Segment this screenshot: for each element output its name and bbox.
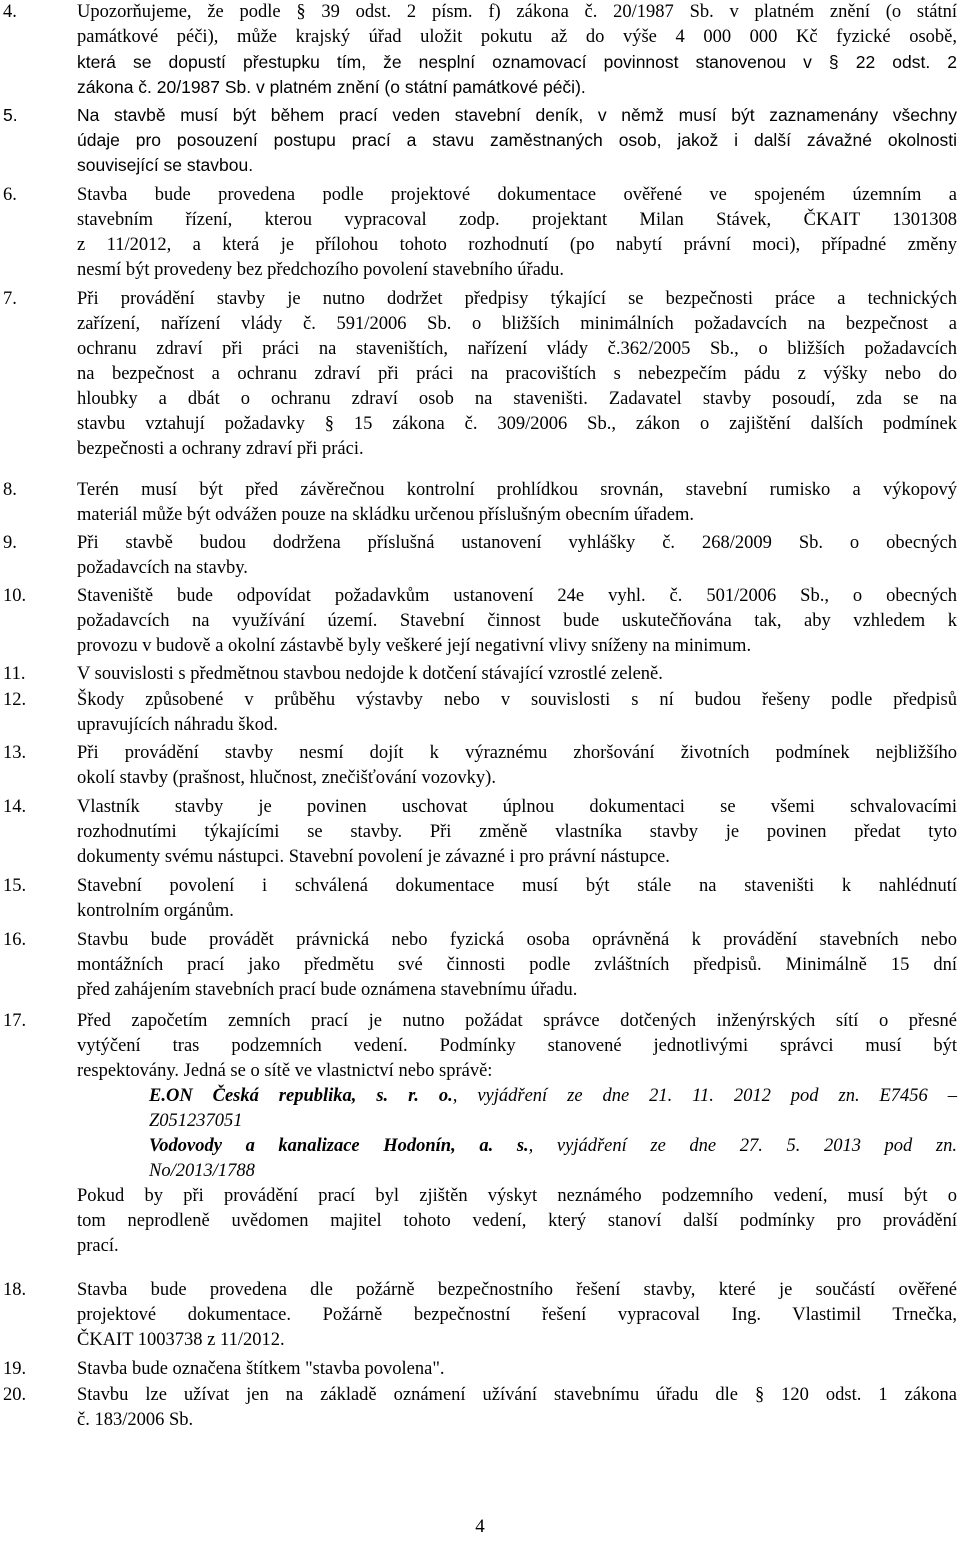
operator-statement: , vyjádření ze dne 27. 5. 2013 pod zn.: [528, 1136, 957, 1156]
text-line: stavebním řízení, kterou vypracoval zodp. projektant Milan Stávek, ČKAIT 1301308: [77, 210, 957, 230]
text-line: Při provádění stavby nesmí dojít k výraznému zhoršování životních podmínek nejbližšího: [77, 743, 957, 763]
text-line: Při provádění stavby je nutno dodržet předpisy týkající se bezpečnosti práce a technických: [77, 289, 957, 309]
item-number: 15.: [3, 876, 27, 896]
text-line: související se stavbou.: [77, 155, 254, 175]
text-line: č. 183/2006 Sb.: [77, 1410, 194, 1430]
item-text: [77, 584, 957, 659]
text-line: Na stavbě musí být během prací veden stavební deník, v němž musí být zaznamenány všechny: [77, 105, 957, 125]
text-line: údaje pro posouzení postupu prací a stavu zaměstnaných osob, jakož i další závažné okolnosti: [77, 130, 957, 150]
text-line: Terén musí být před závěrečnou kontrolní prohlídkou srovnán, stavební rumisko a výkopový: [77, 480, 957, 500]
text-line: Vlastník stavby je povinen uschovat úplnou dokumentaci se všemi schvalovacími: [77, 797, 957, 817]
operator-name: E.ON Česká republika, s. r. o.: [149, 1086, 453, 1106]
text-line: před zahájením stavebních prací bude oznámena stavebnímu úřadu.: [77, 980, 578, 1000]
item-number: 14.: [3, 797, 27, 817]
operator-line: [149, 1134, 957, 1159]
network-operator-1: [77, 1084, 957, 1134]
text-line: projektové dokumentace. Požárně bezpečnostní řešení vypracoval Ing. Vlastimil Trnečka,: [77, 1305, 957, 1325]
item-text: [77, 795, 957, 870]
text-line: Stavební povolení i schválená dokumentace musí být stále na staveništi k nahlédnutí: [77, 876, 957, 896]
item-number: 12.: [3, 690, 27, 710]
text-line: provozu v budově a okolní zástavbě byly veškeré její negativní vlivy sníženy na minimum.: [77, 636, 752, 656]
text-line: Stavba bude provedena dle požárně bezpečnostního řešení stavby, které je součástí ověřené: [77, 1280, 957, 1300]
text-line: která se dopustí přestupku tím, že nesplní oznamovací povinnost stanovenou v § 22 odst. 2: [77, 52, 957, 72]
item-text: [77, 1009, 957, 1259]
item-text: [77, 183, 957, 283]
page-number: 4: [475, 1516, 485, 1537]
text-line: okolí stavby (prašnost, hlučnost, znečišťování vozovky).: [77, 768, 496, 788]
text-line: V souvislosti s předmětnou stavbou nedojde k dotčení stávající vzrostlé zeleně.: [77, 664, 663, 684]
text-line: materiál může být odvážen pouze na skládku určenou příslušným obecním úřadem.: [77, 505, 694, 525]
item-number: 4.: [3, 2, 17, 22]
item-text: [77, 0, 957, 100]
item-number: 17.: [3, 1011, 27, 1031]
item-text: [77, 1383, 957, 1433]
item-text: [77, 662, 957, 687]
text-line: montážních prací jako předmětu své činnosti podle zvláštních předpisů. Minimálně 15 dní: [77, 955, 957, 975]
text-line: Stavbu lze užívat jen na základě oznámení užívání stavebnímu úřadu dle § 120 odst. 1 zákona: [77, 1385, 957, 1405]
item-number: 11.: [3, 664, 26, 684]
item-number: 19.: [3, 1359, 27, 1379]
text-line: zařízení, nařízení vlády č. 591/2006 Sb. o bližších minimálních požadavcích na bezpečnost a: [77, 314, 957, 334]
text-line: Stavba bude označena štítkem "stavba povolena".: [77, 1359, 445, 1379]
operator-statement: , vyjádření ze dne 21. 11. 2012 pod zn. E7456 –: [452, 1086, 957, 1106]
text-line: Škody způsobené v průběhu výstavby nebo v souvislosti s ní budou řešeny podle předpisů: [77, 690, 957, 710]
text-line: památkové péči), může krajský úřad uložit pokutu až do výše 4 000 000 Kč fyzické osobě,: [77, 27, 957, 47]
item-text: [77, 287, 957, 462]
item-number: 5.: [3, 105, 18, 125]
text-line: ČKAIT 1003738 z 11/2012.: [77, 1330, 285, 1350]
text-line: Stavba bude provedena podle projektové dokumentace ověřené ve spojeném územním a: [77, 185, 957, 205]
text-line: na bezpečnost a ochranu zdraví při práci na pracovištích s nebezpečím pádu z výšky nebo do: [77, 364, 957, 384]
operator-reference: Z051237051: [149, 1111, 243, 1131]
text-line: bezpečnosti a ochrany zdraví při práci.: [77, 439, 364, 459]
item-number: 16.: [3, 930, 27, 950]
network-operator-2: [77, 1134, 957, 1184]
item-text: [77, 928, 957, 1003]
text-line: zákona č. 20/1987 Sb. v platném znění (o státní památkové péči).: [77, 77, 586, 97]
text-line: kontrolním orgánům.: [77, 901, 234, 921]
text-line: upravujících náhradu škod.: [77, 715, 278, 735]
text-line: Pokud by při provádění prací byl zjištěn výskyt neznámého podzemního vedení, musí být o: [77, 1186, 957, 1206]
item-number: 10.: [3, 586, 27, 606]
item-number: 20.: [3, 1385, 27, 1405]
text-line: hloubky a dbát o ochranu zdraví osob na staveništi. Zadavatel stavby posoudí, zda se na: [77, 389, 957, 409]
item-text: [77, 103, 957, 178]
text-line: požadavcích na využívání území. Stavební činnost bude uskutečňována tak, aby vzhledem k: [77, 611, 957, 631]
item-number: 8.: [3, 480, 17, 500]
item-text: [77, 531, 957, 581]
text-line: Stavbu bude provádět právnická nebo fyzická osoba oprávněná k provádění stavebních nebo: [77, 930, 957, 950]
item-text: [77, 741, 957, 791]
text-line: z 11/2012, a která je přílohou tohoto rozhodnutí (po nabytí právní moci), případné změny: [77, 235, 957, 255]
item-number: 9.: [3, 533, 17, 553]
text-line: Upozorňujeme, že podle § 39 odst. 2 písm. f) zákona č. 20/1987 Sb. v platném znění (o státní: [77, 2, 957, 22]
item-text: [77, 1357, 957, 1382]
item-text: [77, 478, 957, 528]
text-line: vytýčení tras podzemních vedení. Podmínky stanovené jednotlivými správci musí být: [77, 1036, 957, 1056]
text-line: dokumenty svému nástupci. Stavební povolení je závazné i pro právní nástupce.: [77, 847, 670, 867]
text-line: Při stavbě budou dodržena příslušná ustanovení vyhlášky č. 268/2009 Sb. o obecných: [77, 533, 957, 553]
operator-reference: No/2013/1788: [149, 1161, 255, 1181]
operator-name: Vodovody a kanalizace Hodonín, a. s.: [149, 1136, 529, 1156]
text-line: Staveniště bude odpovídat požadavkům ustanovení 24e vyhl. č. 501/2006 Sb., o obecných: [77, 586, 957, 606]
operator-line: [149, 1084, 957, 1109]
item-number: 7.: [3, 289, 17, 309]
text-line: ochranu zdraví při práci na staveništích, nařízení vlády č.362/2005 Sb., o bližších požadavcích: [77, 339, 957, 359]
text-line: prací.: [77, 1236, 119, 1256]
text-line: nesmí být provedeny bez předchozího povolení stavebního úřadu.: [77, 260, 565, 280]
text-line: požadavcích na stavby.: [77, 558, 248, 578]
text-line: Před započetím zemních prací je nutno požádat správce dotčených inženýrských sítí o přesné: [77, 1011, 957, 1031]
item-text: [77, 1278, 957, 1353]
item-number: 6.: [3, 185, 17, 205]
item-number: 18.: [3, 1280, 27, 1300]
text-line: rozhodnutími týkajícími se stavby. Při změně vlastníka stavby je povinen předat tyto: [77, 822, 957, 842]
item-text: [77, 688, 957, 738]
item-number: 13.: [3, 743, 27, 763]
text-line: stavbu vztahují požadavky § 15 zákona č. 309/2006 Sb., zákon o zajištění dalších podmínek: [77, 414, 957, 434]
item-text: [77, 874, 957, 924]
text-line: tom neprodleně uvědomen majitel tohoto vedení, který stanoví další podmínky pro provádění: [77, 1211, 957, 1231]
text-line: respektovány. Jedná se o sítě ve vlastnictví nebo správě:: [77, 1061, 493, 1081]
